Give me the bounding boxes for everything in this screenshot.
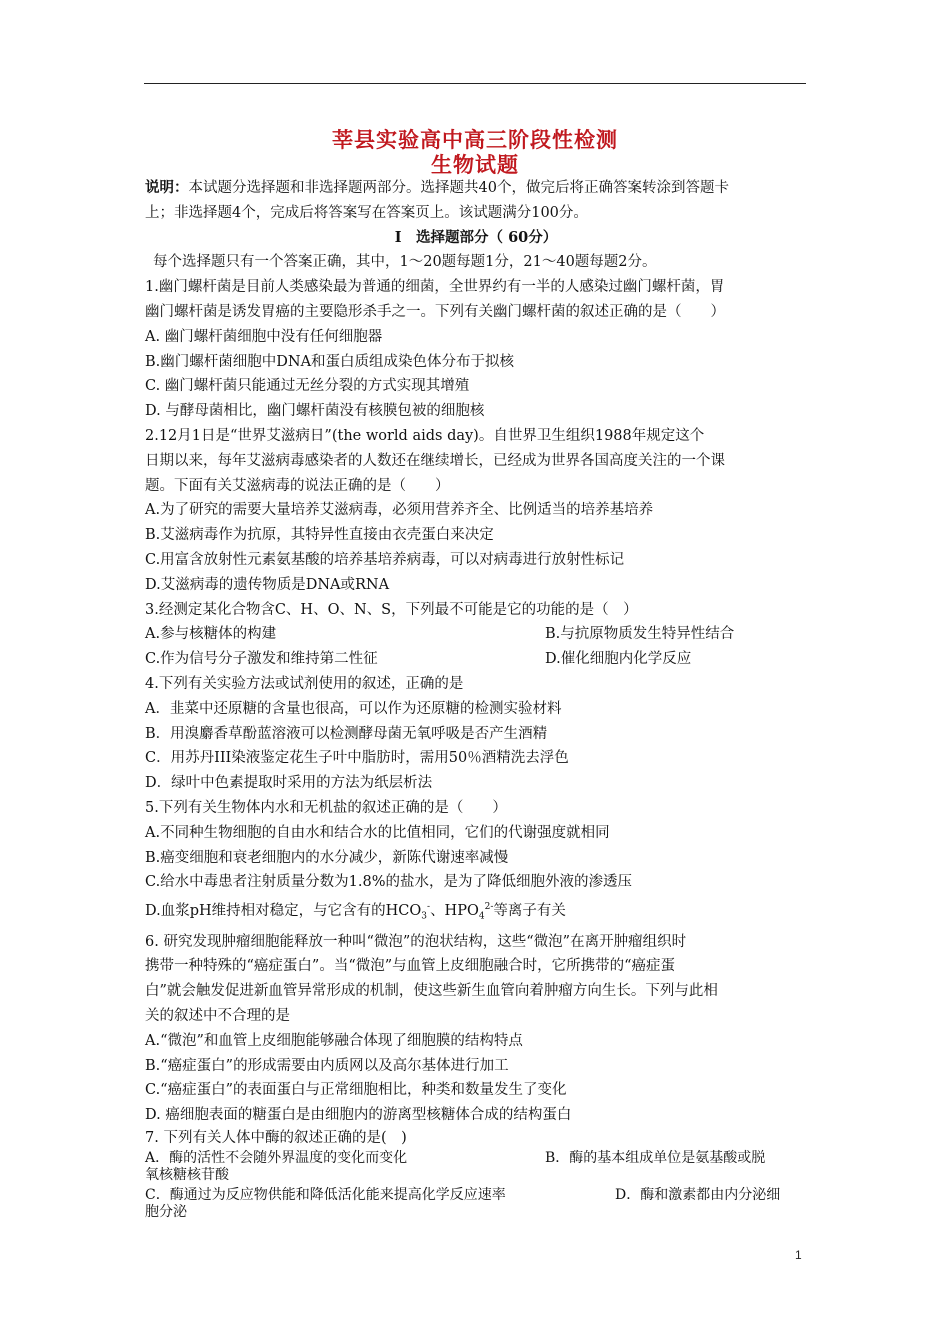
q7-option-c: C．酶通过为反应物供能和降低活化能来提高化学反应速率 <box>145 1187 506 1203</box>
q2-option-a: A.为了研究的需要大量培养艾滋病毒，必须用营养齐全、比例适当的培养基培养 <box>145 502 654 519</box>
q5-d-sub-1: 3 <box>421 911 428 922</box>
q7-option-d-1: D．酶和激素都由内分泌细 <box>615 1187 781 1203</box>
page-number: 1 <box>795 1248 802 1262</box>
q3-options-row-1 <box>145 622 807 647</box>
q6-option-c: C.“癌症蛋白”的表面蛋白与正常细胞相比，种类和数量发生了变化 <box>145 1082 567 1099</box>
q6-stem-1: 6. 研究发现肿瘤细胞能释放一种叫“微泡”的泡状结构，这些“微泡”在离开肿瘤组织时 <box>145 933 687 950</box>
q5-d-text-1: D.血浆pH维持相对稳定，与它含有的HCO <box>145 902 422 919</box>
q3-options-row-2 <box>145 647 807 672</box>
q4-option-a: A．韭菜中还原糖的含量也很高，可以作为还原糖的检测实验材料 <box>145 700 562 717</box>
q3-option-c: C.作为信号分子激发和维持第二性征 <box>145 651 378 668</box>
q2-option-b: B.艾滋病毒作为抗原，其特异性直接由衣壳蛋白来决定 <box>145 527 494 544</box>
q2-stem-2: 日期以来，每年艾滋病毒感染者的人数还在继续增长，已经成为世界各国高度关注的一个课 <box>145 452 725 469</box>
q2-stem-3: 题。下面有关艾滋病毒的说法正确的是（ ） <box>145 477 450 494</box>
q1-stem-1: 1.幽门螺杆菌是目前人类感染最为普通的细菌，全世界约有一半的人感染过幽门螺杆菌，胃 <box>145 279 725 296</box>
q2-option-d: D.艾滋病毒的遗传物质是DNA或RNA <box>145 576 390 593</box>
q5-stem: 5.下列有关生物体内水和无机盐的叙述正确的是（ ） <box>145 799 507 816</box>
q6-stem-3: 白”就会触发促进新血管异常形成的机制，使这些新生血管向着肿瘤方向生长。下列与此相 <box>145 983 718 1000</box>
q5-d-sup-2: 2- <box>484 902 494 913</box>
q7-option-a: A．酶的活性不会随外界温度的变化而变化 <box>145 1150 408 1166</box>
q5-option-a: A.不同种生物细胞的自由水和结合水的比值相同，它们的代谢强度就相同 <box>145 824 610 841</box>
q3-stem: 3.经测定某化合物含C、H、O、N、S，下列最不可能是它的功能的是（ ） <box>145 601 638 618</box>
q5-option-d <box>145 895 807 930</box>
exam-title: 莘县实验高中高三阶段性检测 <box>332 127 618 152</box>
section-instruction: 每个选择题只有一个答案正确，其中，1～20题每题1分，21～40题每题2分。 <box>153 254 657 271</box>
exam-body <box>145 176 807 1221</box>
q7-options <box>145 1150 807 1221</box>
q1-option-d: D. 与酵母菌相比，幽门螺杆菌没有核膜包被的细胞核 <box>145 403 485 420</box>
q3-option-a: A.参与核糖体的构建 <box>145 626 277 643</box>
q4-option-c: C．用苏丹III染液鉴定花生子叶中脂肪时，需用50％酒精洗去浮色 <box>145 750 569 767</box>
q1-option-b: B.幽门螺杆菌细胞中DNA和蛋白质组成染色体分布于拟核 <box>145 353 515 370</box>
q4-option-b: B．用溴麝香草酚蓝溶液可以检测酵母菌无氧呼吸是否产生酒精 <box>145 725 548 742</box>
note-text-1: 本试题分选择题和非选择题两部分。选择题共40个，做完后将正确答案转涂到答题卡 <box>188 180 729 196</box>
q4-stem: 4.下列有关实验方法或试剂使用的叙述，正确的是 <box>145 675 464 692</box>
q7-stem: 7. 下列有关人体中酶的叙述正确的是( ) <box>145 1130 407 1146</box>
q4-option-d: D．绿叶中色素提取时采用的方法为纸层析法 <box>145 775 433 792</box>
q1-option-c: C. 幽门螺杆菌只能通过无丝分裂的方式实现其增殖 <box>145 378 470 395</box>
q5-d-text-3: 等离子有关 <box>493 902 566 919</box>
q7-row-2 <box>145 1187 807 1204</box>
q7-option-d-2: 胞分泌 <box>145 1204 187 1220</box>
q6-option-b: B.“癌症蛋白”的形成需要由内质网以及高尔基体进行加工 <box>145 1057 509 1074</box>
exam-subtitle: 生物试题 <box>431 152 519 177</box>
q3-option-b: B.与抗原物质发生特异性结合 <box>545 626 735 643</box>
section-title: Ⅰ 选择题部分（ 60分） <box>394 228 558 246</box>
q6-stem-4: 关的叙述中不合理的是 <box>145 1008 290 1025</box>
q5-option-b: B.癌变细胞和衰老细胞内的水分减少，新陈代谢速率减慢 <box>145 849 509 866</box>
q1-option-a: A. 幽门螺杆菌细胞中没有任何细胞器 <box>145 328 383 345</box>
q5-d-sub-2: 4 <box>478 911 485 922</box>
q5-d-text-2: 、HPO <box>430 902 479 919</box>
q2-stem-1: 2.12月1日是“世界艾滋病日”(the world aids day)。自世界卫生组织1988年规定这个 <box>145 427 705 444</box>
note-label: 说明： <box>145 179 189 196</box>
q6-option-d: D. 癌细胞表面的糖蛋白是由细胞内的游离型核糖体合成的结构蛋白 <box>145 1107 572 1124</box>
q7-option-b-1: B．酶的基本组成单位是氨基酸或脱 <box>545 1150 766 1166</box>
q5-d-sup-1: - <box>427 902 431 913</box>
q7-row-1 <box>145 1150 807 1167</box>
q2-option-c: C.用富含放射性元素氨基酸的培养基培养病毒，可以对病毒进行放射性标记 <box>145 551 625 568</box>
q5-option-c: C.给水中毒患者注射质量分数为1.8%的盐水，是为了降低细胞外液的渗透压 <box>145 874 633 891</box>
header-rule <box>144 83 806 84</box>
q1-stem-2: 幽门螺杆菌是诱发胃癌的主要隐形杀手之一。下列有关幽门螺杆菌的叙述正确的是（ ） <box>145 303 725 320</box>
q7-option-b-2: 氧核糖核苷酸 <box>145 1167 229 1183</box>
note-line-2: 上；非选择题4个，完成后将答案写在答案页上。该试题满分100分。 <box>145 204 588 221</box>
q6-option-a: A.“微泡”和血管上皮细胞能够融合体现了细胞膜的结构特点 <box>145 1032 523 1049</box>
note-line-1 <box>145 176 807 201</box>
q6-stem-2: 携带一种特殊的“癌症蛋白”。当“微泡”与血管上皮细胞融合时，它所携带的“癌症蛋 <box>145 958 676 975</box>
q3-option-d: D.催化细胞内化学反应 <box>545 651 692 668</box>
